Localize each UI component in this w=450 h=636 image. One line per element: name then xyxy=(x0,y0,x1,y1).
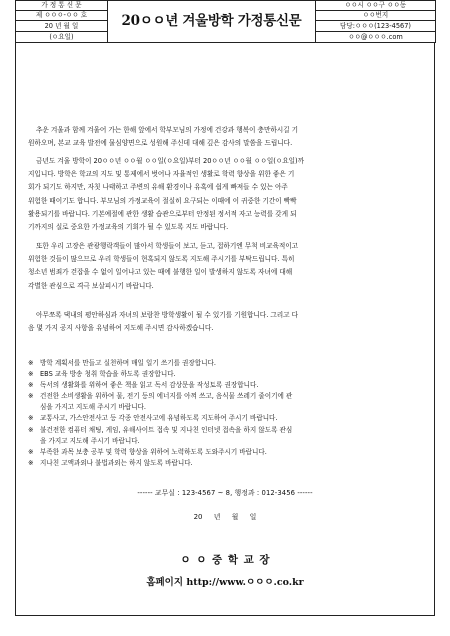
notice-text: 부족한 과목 보충 공부 및 학력 향상을 위하여 노력하도록 도와주시기 바랍니다. xyxy=(40,447,267,456)
text-line: 아무쪼록 댁내의 평안하심과 자녀의 보람찬 방학생활이 될 수 있기를 기원합니다. 그리고 다 xyxy=(36,311,299,319)
notice-text: EBS 교육 방송 청취 학습을 하도록 권장합니다. xyxy=(40,370,176,379)
text-line: 기까지의 실로 중요한 가정교육의 기회가 될 수 있도록 지도 바랍니다. xyxy=(28,223,229,232)
document-title: 20ㅇㅇ년 겨울방학 가정통신문 xyxy=(108,1,316,43)
text-line: 원하오며, 본교 교육 발전에 물심양면으로 성원해 주신데 대해 깊은 감사의 말씀을 드립니다. xyxy=(28,139,293,148)
notice-item xyxy=(28,436,428,447)
notice-text: 지나친 고액과외나 불법과외는 하지 않도록 바랍니다. xyxy=(40,458,193,467)
paragraph-greeting xyxy=(28,124,426,150)
notice-item xyxy=(28,402,428,413)
signature-date: 20 년 월 일 xyxy=(193,513,257,521)
text-line: 추운 겨울과 함께 겨울어 가는 한해 앞에서 학부모님의 가정에 건강과 행복이 충만하시길 기 xyxy=(36,126,299,134)
notice-item xyxy=(28,380,428,391)
notice-text: 방학 계획서를 만들고 실천하며 매일 일기 쓰기를 권장합니다. xyxy=(40,359,217,367)
notice-item xyxy=(28,413,428,424)
notice-text: 건전한 소비생활을 위하여 물, 전기 등의 에너지를 아껴 쓰고, 음식물 쓰레기 줄이기에 관 xyxy=(40,392,293,401)
issue-weekday: (ㅇ요일) xyxy=(16,32,108,43)
letterhead-table xyxy=(15,0,436,43)
school-homepage: 홈페이지 http://www.ㅇㅇㅇ.co.kr xyxy=(146,577,304,588)
reference-mark-icon: ※ xyxy=(28,425,34,434)
notice-text: 을 가지고 지도해 주시기 바랍니다. xyxy=(40,436,140,445)
reference-mark-icon: ※ xyxy=(28,370,34,379)
notice-text: 독서의 생활화를 위하여 좋은 책을 읽고 독서 감상문을 작성토록 권장합니다. xyxy=(40,381,259,390)
text-line: 지입니다. 방학은 학교의 지도 및 통제에서 벗어나 자율적인 생활로 학력 향상을 위한 좋은 기 xyxy=(28,170,295,179)
reference-mark-icon: ※ xyxy=(28,359,34,367)
reference-mark-icon: ※ xyxy=(28,447,34,456)
notice-text: 불건전한 컴퓨터 채팅, 게임, 유해사이트 접속 및 지나친 인터넷 접속을 하지 않도록 관심 xyxy=(40,425,293,434)
text-line: 위험한 것들이 많으므로 우리 학생들이 현혹되지 않도록 지도해 주시기를 부탁드립니다. 특히 xyxy=(28,255,295,264)
notice-text: 심을 가지고 지도해 주시기 바랍니다. xyxy=(40,403,147,412)
text-line: 각별한 관심으로 격극 보살피시기 바랍니다. xyxy=(28,281,154,290)
notice-item xyxy=(28,358,428,369)
newsletter-label: 가 정 통 신 문 xyxy=(16,1,108,11)
notice-item xyxy=(28,391,428,402)
paragraph-safety xyxy=(28,240,426,293)
contact-person: 담당:ㅇㅇㅇ(123-4567) xyxy=(316,21,436,32)
address-line-1: ㅇㅇ시 ㅇㅇ구 ㅇㅇ동 xyxy=(316,1,436,11)
text-line: 활용되기를 바랍니다. 기본예절에 관한 생활 습관으로부터 안정된 정서적 자고 능력를 갖게 되 xyxy=(28,209,297,218)
address-line-2: ㅇㅇ번지 xyxy=(316,11,436,21)
text-line: 금년도 겨울 방학이 20ㅇㅇ년 ㅇㅇ월 ㅇㅇ일(ㅇ요일)부터 20ㅇㅇ년 ㅇㅇ월 ㅇㅇ일(ㅇ요일)까 xyxy=(36,157,305,165)
paragraph-closing xyxy=(28,309,426,335)
text-line: 또한 우리 고장은 관광행락객들이 많아서 학생들이 보고, 듣고, 접하기엔 무척 비교육적이고 xyxy=(36,242,299,250)
paragraph-vacation-period xyxy=(28,155,426,234)
issue-date: 20 년 월 일 xyxy=(16,21,108,32)
notice-item xyxy=(28,458,428,469)
office-contact-line: ------ 교무실 : 123-4567 ~ 8, 행정과 : 012-3456 ------ xyxy=(137,489,313,497)
reference-mark-icon: ※ xyxy=(28,381,34,390)
notice-list xyxy=(28,358,428,469)
reference-mark-icon: ※ xyxy=(28,414,34,423)
text-line: 위험한 때이기도 합니다. 부모님의 가정교육이 절실히 요구되는 이때에 이 귀중한 기간이 빡빡 xyxy=(28,196,297,205)
notice-item xyxy=(28,425,428,436)
notice-text: 교통사고, 가스안전사고 등 각종 안전사고에 유념하도록 지도하여 주시기 바랍니다. xyxy=(40,414,278,423)
reference-mark-icon: ※ xyxy=(28,458,34,467)
reference-mark-icon: ※ xyxy=(28,392,34,401)
contact-email: ㅇㅇ@ㅇㅇㅇ.com xyxy=(316,32,436,43)
text-line: 음 몇 가지 공지 사항을 유념하여 지도해 주시면 감사하겠습니다. xyxy=(28,324,214,333)
text-line: 회가 되기도 하지만, 자칫 나태하고 주변의 유해 환경이나 유혹에 쉽게 빠져들 수 있는 아주 xyxy=(28,183,288,192)
text-line: 청소년 범죄가 걷잡을 수 없이 일어나고 있는 때에 불행한 일이 발생하지 않도록 자녀에 대해 xyxy=(28,268,293,277)
notice-item xyxy=(28,369,428,380)
issue-number: 제 ㅇㅇㅇ-ㅇㅇ 호 xyxy=(16,11,108,21)
notice-item xyxy=(28,447,428,458)
principal-signature: ㅇ ㅇ 중 학 교 장 xyxy=(180,554,270,566)
